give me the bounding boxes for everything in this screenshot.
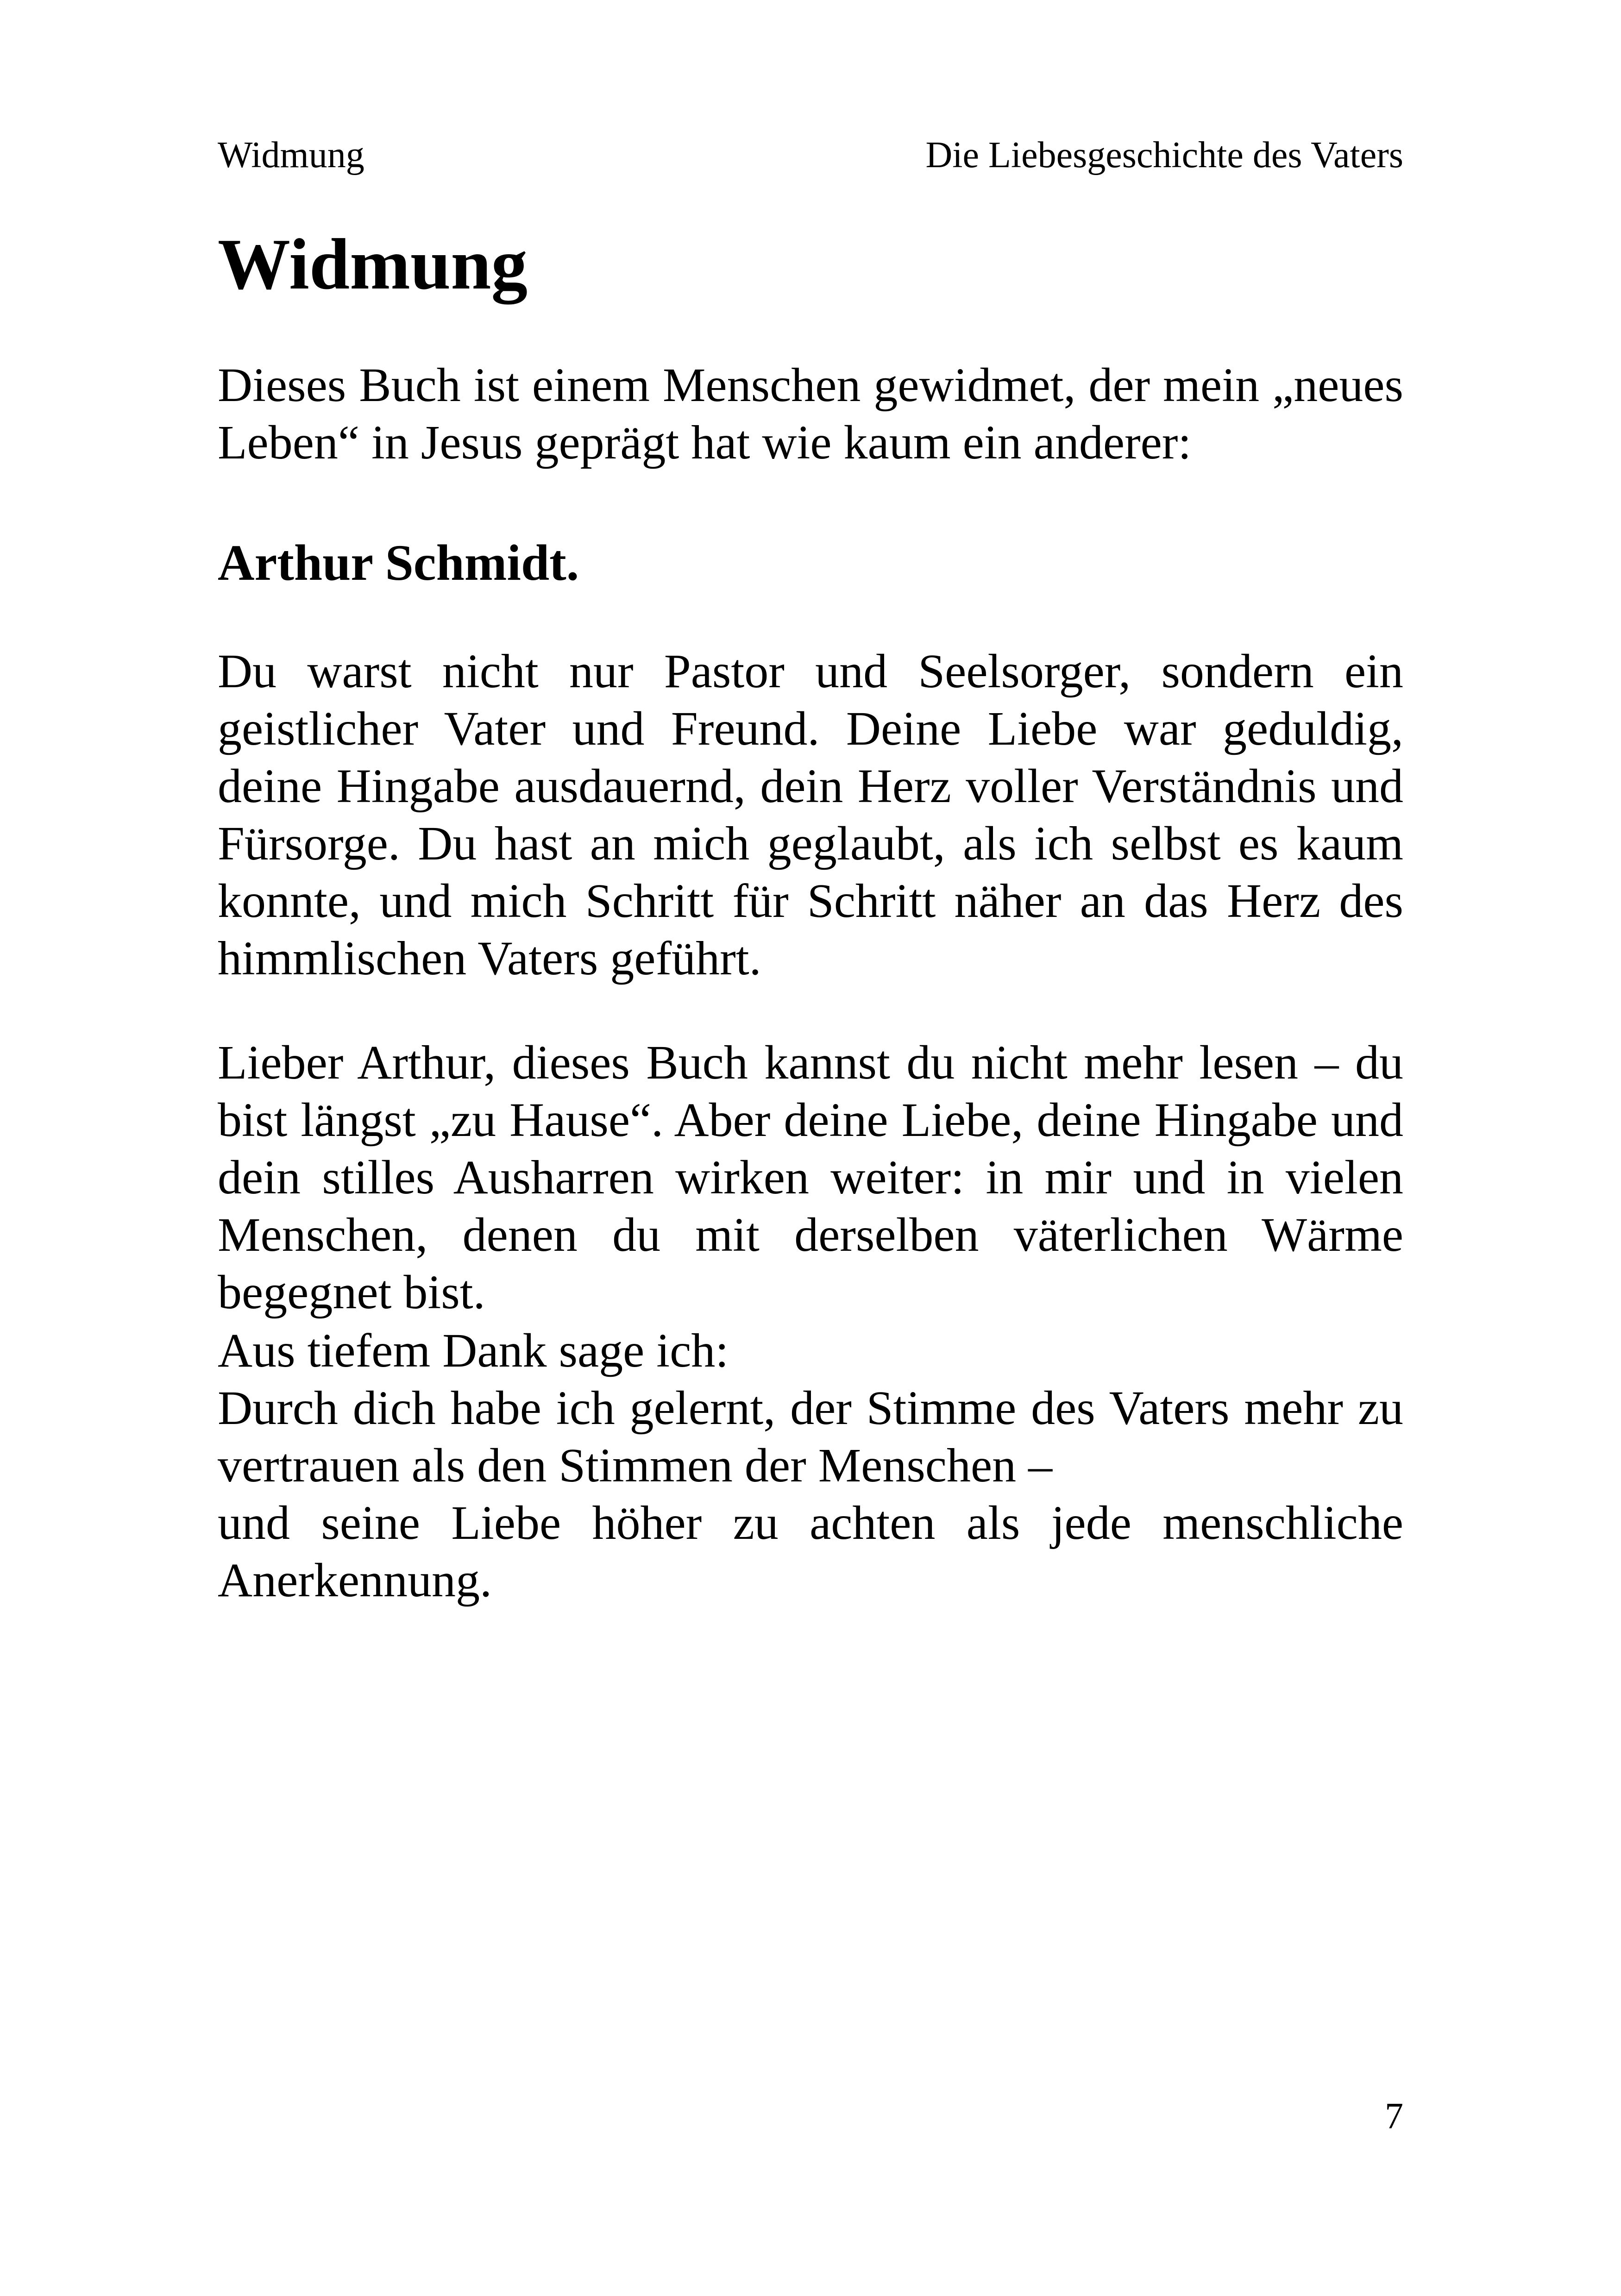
paragraph-1: Du warst nicht nur Pastor und Seelsorger, sondern ein geistlicher Vater und Freund. Deine Liebe war geduldig, deine Hingabe ausdauernd, dein Herz voller Verständnis und Fürsorge. Du hast an mich geglaubt, als ich selbst es kaum konnte, und mich Schritt für Schritt näher an das Herz des himmlischen Vaters geführt. — [218, 645, 1403, 985]
paragraph-3 — [218, 1322, 1403, 1609]
page-title: Widmung — [218, 224, 528, 304]
intro-paragraph: Dieses Buch ist einem Menschen gewidmet, der mein „neues Leben“ in Jesus geprägt hat wie kaum ein anderer: — [218, 358, 1403, 469]
header-chapter: Widmung — [218, 135, 364, 176]
paragraph-3-line-1: Aus tiefem Dank sage ich: — [218, 1324, 729, 1377]
paragraph-3-line-2: Durch dich habe ich gelernt, der Stimme des Vaters mehr zu vertrauen als den Stimmen der Menschen – — [218, 1381, 1403, 1492]
running-header — [218, 132, 1403, 178]
paragraph-2: Lieber Arthur, dieses Buch kannst du nicht mehr lesen – du bist längst „zu Hause“. Aber deine Liebe, deine Hingabe und dein stilles Ausharren wirken weiter: in mir und in vielen Menschen, denen du mit derselben väterlichen Wärme begegnet bist. — [218, 1036, 1403, 1319]
header-book-title: Die Liebesgeschichte des Vaters — [925, 135, 1403, 176]
paragraph-3-line-3: und seine Liebe höher zu achten als jede menschliche Anerkennung. — [218, 1496, 1403, 1607]
page-number: 7 — [1385, 2096, 1403, 2137]
dedicatee-name: Arthur Schmidt. — [218, 534, 579, 591]
